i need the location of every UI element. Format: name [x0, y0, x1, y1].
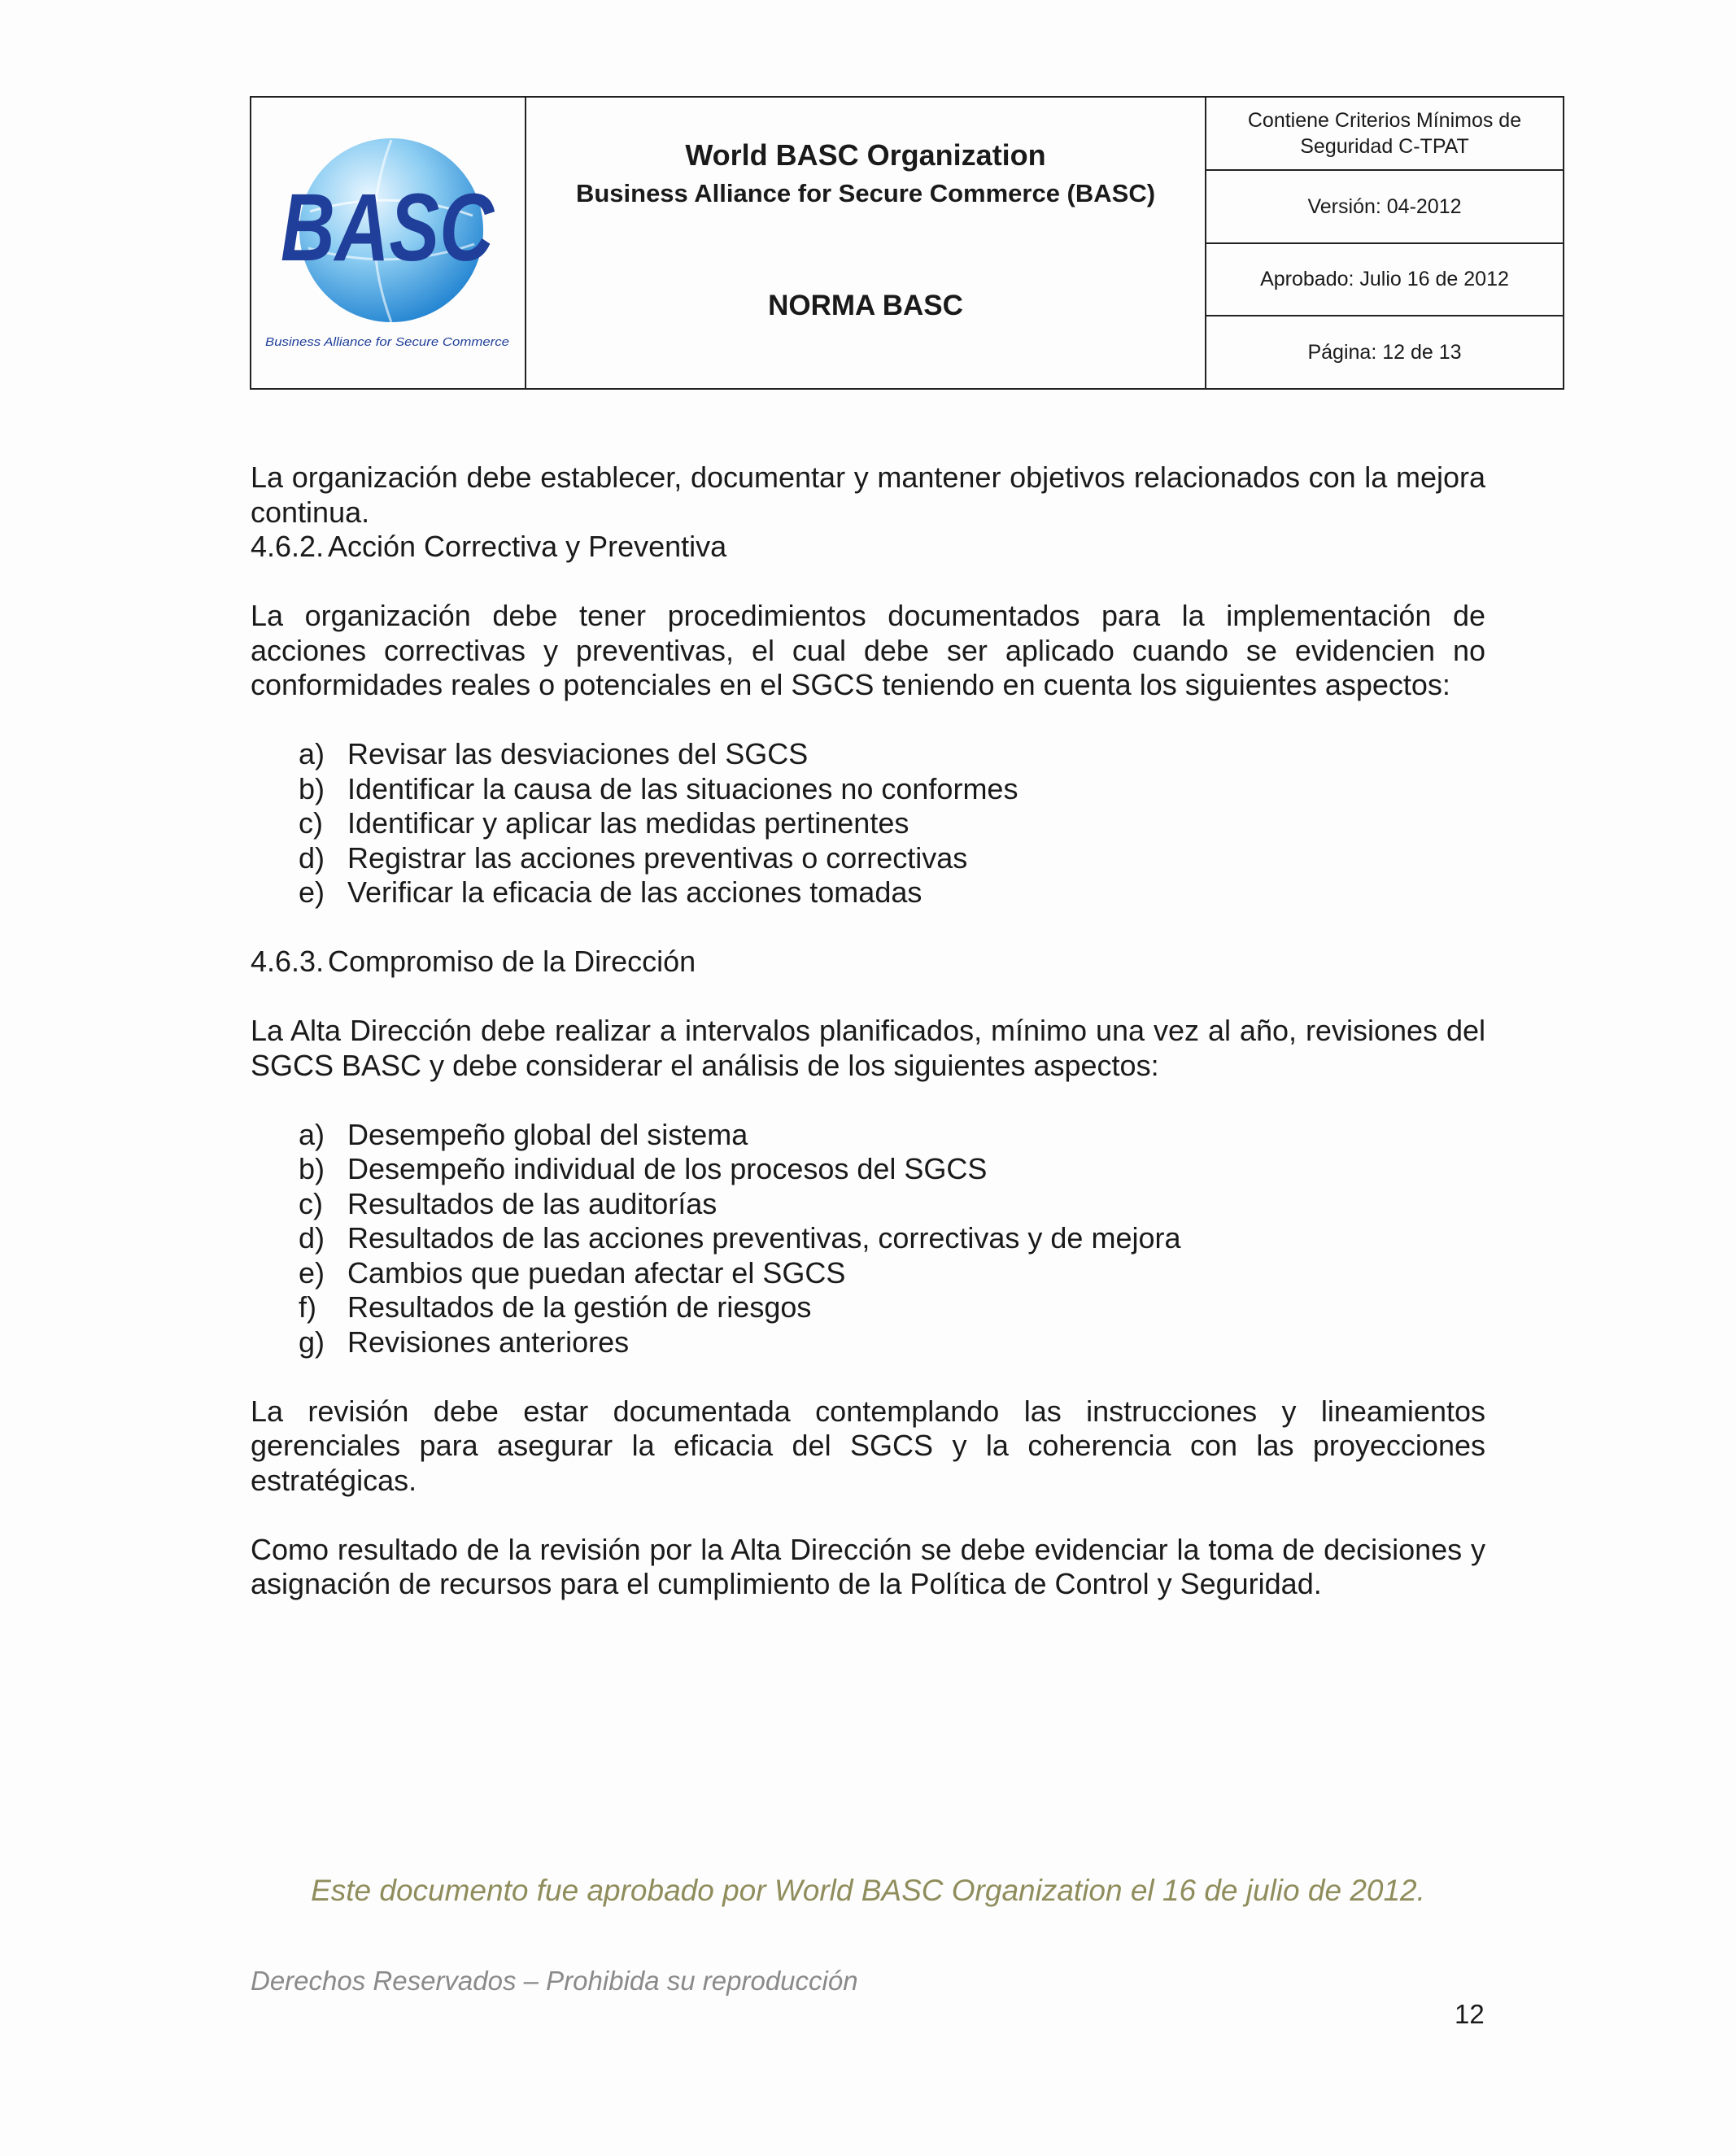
paragraph-corrective-actions: La organización debe tener procedimientos documentados para la implementación de acciones correctivas y preventivas, el cual debe ser aplicado cuando se evidencien no conformidades reales o potenciales en el SGCS teniendo en cuenta los siguientes aspectos: — [251, 599, 1485, 701]
organization-subtitle: Business Alliance for Secure Commerce (BASC) — [575, 179, 1156, 207]
list-item: c) Resultados de las auditorías — [299, 1186, 718, 1220]
section-number: 4.6.3. — [251, 945, 325, 978]
list-item: a) Desempeño global del sistema — [299, 1117, 748, 1151]
section-heading-4-6-3 — [251, 945, 1485, 980]
rights-notice: Derechos Reservados – Prohibida su reproducción — [251, 1966, 858, 1996]
logo-wordmark: BASC — [281, 174, 495, 282]
logo-cell — [251, 98, 526, 388]
corrective-actions-list — [251, 737, 1485, 910]
list-item: f) Resultados de la gestión de riesgos — [299, 1290, 812, 1324]
list-item: d) Resultados de las acciones preventivas, correctivas y de mejora — [299, 1221, 1181, 1255]
paragraph-continuous-improvement: La organización debe establecer, documentar y mantener objetivos relacionados con la mejora continua. — [251, 460, 1485, 529]
paragraph-management-review: La Alta Dirección debe realizar a intervalos planificados, mínimo una vez al año, revisiones del SGCS BASC y debe considerar el análisis de los siguientes aspectos: — [251, 1014, 1485, 1082]
list-item: d) Registrar las acciones preventivas o correctivas — [299, 840, 968, 875]
paragraph-review-documentation: La revisión debe estar documentada contemplando las instrucciones y lineamientos gerenciales para asegurar la eficacia del SGCS y la coherencia con las proyecciones estratégicas. — [251, 1394, 1485, 1497]
list-item: e) Cambios que puedan afectar el SGCS — [299, 1255, 846, 1290]
list-item: b) Identificar la causa de las situaciones no conformes — [299, 771, 1018, 805]
section-title: Acción Correctiva y Preventiva — [328, 530, 727, 563]
criteria-cell: Contiene Criterios Mínimos de Seguridad C-TPAT — [1206, 98, 1563, 171]
section-number: 4.6.2. — [251, 530, 325, 563]
document-body — [251, 460, 1485, 1602]
page-number: 12 — [1455, 1999, 1485, 2029]
section-heading-4-6-2 — [251, 530, 1485, 565]
list-item: e) Verificar la eficacia de las acciones tomadas — [299, 875, 923, 909]
list-item: b) Desempeño individual de los procesos del SGCS — [299, 1152, 988, 1185]
approved-cell: Aprobado: Julio 16 de 2012 — [1206, 244, 1563, 317]
list-item: g) Revisiones anteriores — [299, 1325, 630, 1359]
title-cell — [526, 98, 1206, 388]
logo-tagline: Business Alliance for Secure Commerce — [265, 335, 509, 349]
review-aspects-list — [251, 1118, 1485, 1360]
paragraph-review-results: Como resultado de la revisión por la Alta Dirección se debe evidenciar la toma de decisiones y asignación de recursos para el cumplimiento de la Política de Control y Seguridad. — [251, 1532, 1485, 1600]
document-header-table — [250, 96, 1564, 390]
list-item: c) Identificar y aplicar las medidas pertinentes — [299, 806, 909, 840]
organization-name: World BASC Organization — [685, 138, 1046, 172]
section-title: Compromiso de la Dirección — [328, 945, 696, 978]
approval-note: Este documento fue aprobado por World BASC Organization el 16 de julio de 2012. — [311, 1874, 1425, 1907]
version-cell: Versión: 04-2012 — [1206, 171, 1563, 244]
basc-logo — [251, 98, 523, 388]
metadata-column — [1206, 98, 1563, 388]
document-title: NORMA BASC — [768, 290, 963, 321]
list-item: a) Revisar las desviaciones del SGCS — [299, 737, 809, 770]
page-cell: Página: 12 de 13 — [1307, 341, 1462, 364]
